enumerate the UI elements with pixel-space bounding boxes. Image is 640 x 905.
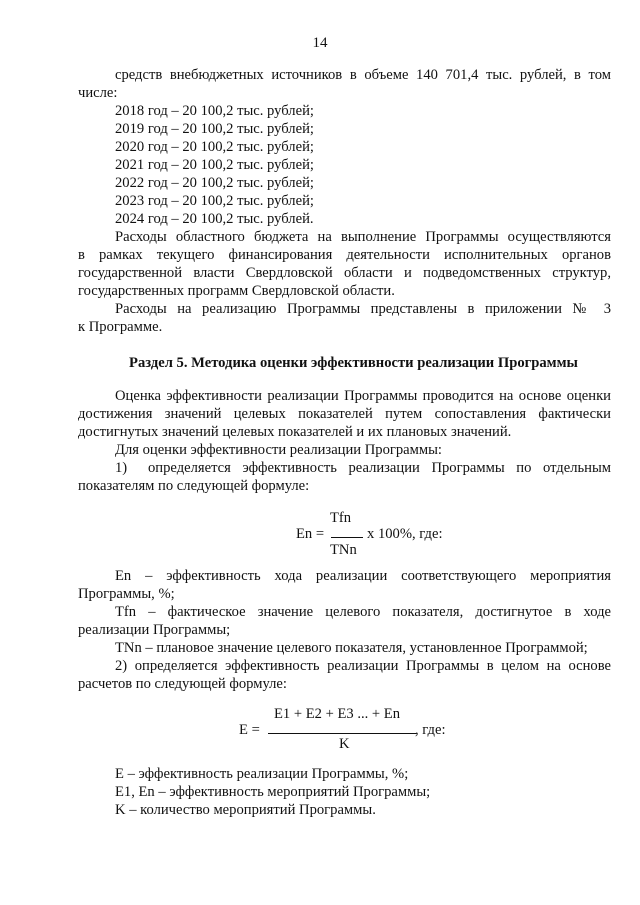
expenses-paragraph	[78, 300, 611, 336]
budget-line-3: государственной власти Свердловской области и подведомственных структур,	[78, 265, 611, 281]
years-list	[78, 102, 611, 228]
item-1-number: 1)	[115, 460, 128, 476]
definitions-2	[78, 765, 611, 819]
budget-line-4: государственных программ Свердловской области.	[78, 283, 395, 299]
assessment-line-2: достижения значений целевых показателей путем сопоставления фактически	[78, 406, 611, 422]
year-item: 2021 год – 20 100,2 тыс. рублей;	[115, 157, 314, 173]
formula-en	[78, 503, 611, 559]
formula-e-numerator: E1 + E2 + E3 ... + En	[274, 706, 401, 722]
item-2-line-2: расчетов по следующей формуле:	[78, 676, 287, 692]
assessment-line-3: достигнутых значений целевых показателей и их плановых значений.	[78, 424, 512, 440]
def-en-line-2: Программы, %;	[78, 586, 175, 602]
expenses-line-2: к Программе.	[78, 319, 163, 335]
assessment-paragraph	[78, 387, 611, 441]
def-tfn-line-2: реализации Программы;	[78, 622, 231, 638]
page-number: 14	[312, 35, 328, 51]
def-tfn-line-1: Tfn – фактическое значение целевого показателя, достигнутое в ходе	[115, 604, 611, 620]
year-item: 2019 год – 20 100,2 тыс. рублей;	[115, 121, 314, 137]
item-1-line-2: показателям по следующей формуле:	[78, 478, 310, 494]
formula-en-denominator: TNn	[330, 542, 357, 558]
document-body	[78, 66, 611, 819]
def-e-line: E – эффективность реализации Программы, %;	[115, 766, 409, 782]
formula-en-numerator: Tfn	[330, 510, 352, 526]
year-item: 2023 год – 20 100,2 тыс. рублей;	[115, 193, 314, 209]
budget-line-1: Расходы областного бюджета на выполнение Программы осуществляются	[115, 229, 611, 245]
formula-en-rhs: х 100%, где:	[367, 526, 443, 542]
formula-en-lhs: En =	[296, 526, 325, 542]
def-en-line-1: En – эффективность хода реализации соответствующего мероприятия	[115, 568, 611, 584]
formula-e-denominator: K	[339, 736, 350, 752]
intro-line-2: числе:	[78, 85, 118, 101]
formula-e-lhs: E =	[239, 722, 260, 738]
def-k-line: K – количество мероприятий Программы.	[115, 802, 376, 818]
year-item: 2020 год – 20 100,2 тыс. рублей;	[115, 139, 314, 155]
def-tnn-line: TNn – плановое значение целевого показателя, установленное Программой;	[115, 640, 588, 656]
item-2-line-1: 2) определяется эффективность реализации Программы в целом на основе	[115, 658, 611, 674]
item-1-text: определяется эффективность реализации Программы по отдельным	[148, 460, 611, 476]
formula-e-rhs: , где:	[415, 722, 446, 738]
intro-line-1: средств внебюджетных источников в объеме 140 701,4 тыс. рублей, в том	[115, 67, 611, 83]
year-item: 2024 год – 20 100,2 тыс. рублей.	[115, 211, 314, 227]
formula-e-fraction-bar	[268, 733, 416, 734]
year-item: 2022 год – 20 100,2 тыс. рублей;	[115, 175, 314, 191]
for-assessment-line: Для оценки эффективности реализации Программы:	[115, 442, 442, 458]
expenses-line-1: Расходы на реализацию Программы представлены в приложении № 3	[115, 301, 611, 317]
budget-paragraph	[78, 228, 611, 300]
year-item: 2018 год – 20 100,2 тыс. рублей;	[115, 103, 314, 119]
budget-line-2: в рамках текущего финансирования деятельности исполнительных органов	[78, 247, 611, 263]
assessment-line-1: Оценка эффективности реализации Программы проводится на основе оценки	[115, 388, 611, 404]
item-2	[78, 657, 611, 693]
formula-en-fraction-bar	[331, 537, 363, 538]
section-heading: Раздел 5. Методика оценки эффективности реализации Программы	[129, 355, 578, 371]
definitions-1	[78, 567, 611, 657]
item-1-line-1	[78, 459, 611, 477]
formula-e	[78, 699, 611, 751]
def-e1-line: E1, En – эффективность мероприятий Программы;	[115, 784, 431, 800]
item-1	[78, 459, 611, 495]
